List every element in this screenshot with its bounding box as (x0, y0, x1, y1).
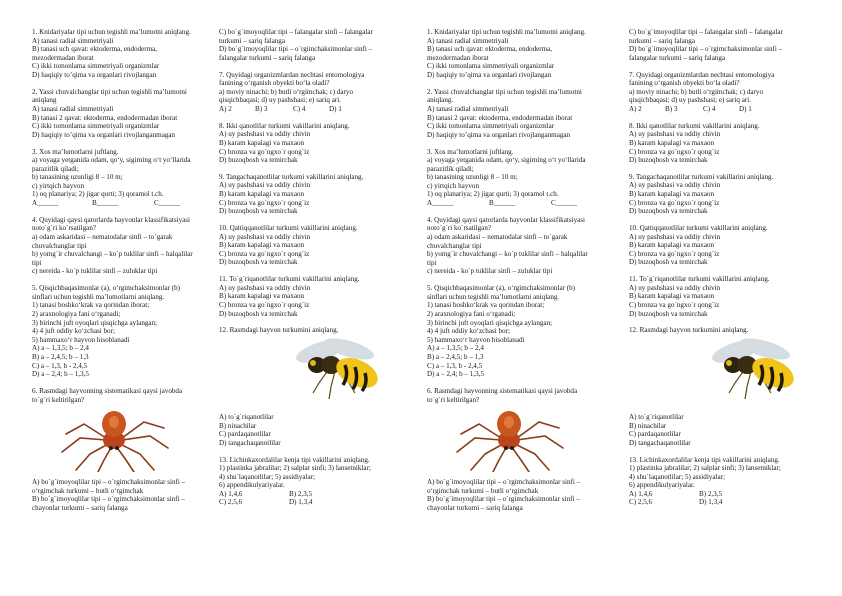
question-text: 4. Quyidagi qaysi qatorlarda hayvonlar klassifikatsiyasi (32, 215, 190, 224)
question-text: 1) plastinka jabralilar; 2) salplar sinfi; 3) lansetniklar; (629, 464, 781, 473)
question-text: 2) araxnologiya fani o‘rganadi; (32, 309, 121, 318)
answer-option: chayonlar turkumi – sariq falanga (427, 503, 523, 512)
question-text: qisqichbaqasi; d) uy pashshasi; e) sariq ari. (629, 96, 751, 105)
question-text: 5. Qisqichbaqasimonlar (a), o‘rgimchaksimonlar (b) (427, 284, 576, 293)
answer-option: a) odam askaridasi – nematodalar sinfi – to`garak (427, 233, 568, 242)
answer-option: C) bronza va go`ngxo`r qong`iz (219, 300, 310, 309)
question-text: 1) oq planariya; 2) jigar qurti; 3) qoramol t.ch. (32, 190, 164, 199)
question-text: 10. Qattiqqanotlilar turkumi vakillarini aniqlang. (219, 224, 358, 233)
answer-option: c) nereida - ko`p tuklilar sinfi – zuluklar tipi (427, 267, 553, 276)
answer-option: A) tanasi radial simmetriyali (32, 36, 114, 45)
answer-option: C) bronza va go`ngxo`r qong`iz (629, 198, 720, 207)
answer-option: D) a – 2,4; b – 1,3,5 (427, 370, 484, 379)
question-text: 1) plastinka jabralilar; 2) salplar sinfi; 3) lansetniklar; (219, 464, 371, 473)
question-text: 12. Rasmdagi hayvon turkumini aniqlang. (629, 326, 749, 335)
right-column-1 (427, 28, 612, 512)
answer-option: D) haqiqiy to’qima va organlari rivojlangan (427, 70, 552, 79)
answer-option: D) tangachaqanotlilar (219, 438, 281, 447)
question-text: c) yirtqich hayvon (32, 181, 85, 190)
question-13 (219, 456, 404, 508)
answer-option: D) a – 2,4; b – 1,3,5 (32, 370, 89, 379)
question-text: 13. Lichinkaxordalilar kenja tipi vakillarini aniqlang. (219, 455, 370, 464)
answer-options-row (629, 105, 814, 114)
question-text: sinflari uchun tegishli ma’lumotlarni aniqlang. (427, 292, 560, 301)
answer-option: D) bo`g`imoyoqlilar tipi – o`rgimchaksimonlar sinfi – (629, 45, 783, 54)
answer-option: A) tanasi radial simmetriyali (427, 104, 509, 113)
answer-option: C) bronza va go`ngxo`r qong`iz (219, 198, 310, 207)
answer-option: c) nereida - ko`p tuklilar sinfi – zuluklar tipi (32, 267, 158, 276)
question-10 (629, 224, 814, 267)
question-text: 8. Ikki qanotlilar turkumi vakillarini aniqlang. (629, 121, 760, 130)
answer-option: mezodermadan iborat (427, 53, 489, 62)
answer-option: B) karam kapalagi va maxaon (629, 190, 715, 199)
question-11 (219, 275, 404, 318)
answer-option: B) ninachilar (219, 421, 257, 430)
answer-option: B) 2,3,5 (699, 489, 723, 498)
answer-option: B) 3 (665, 104, 678, 113)
question-text: to`g`ri keltirilgan? (427, 395, 480, 404)
question-text: 4) shu`laqanotlilar; 5) assidiyalar; (629, 472, 725, 481)
answer-option: C) pardaqanotlilar (629, 430, 681, 439)
answer-option: C) bo`g`imoyoqlilar tipi – falangalar sinfi – falangalar (219, 28, 373, 36)
answer-options-row (629, 490, 814, 499)
answer-option: D) tangachaqanotlilar (629, 438, 691, 447)
question-text: to`g`ri keltirilgan? (32, 395, 85, 404)
question-5 (32, 284, 214, 379)
question-text: 7. Quyidagi organizmlardan nechtasi entomologiya (219, 70, 365, 79)
question-text: 13. Lichinkaxordalilar kenja tipi vakillarini aniqlang. (629, 455, 780, 464)
question-text: 11. To`g`riqanotlilar turkumi vakillarini aniqlang. (219, 275, 360, 284)
answer-option: C) bronza va go`ngxo`r qong`iz (629, 300, 720, 309)
answer-option: D) buzoqbosh va temirchak (219, 309, 298, 318)
question-6-continued (629, 28, 814, 62)
answer-option: D) buzoqbosh va temirchak (219, 207, 298, 216)
question-text: 9. Tangachaqanotlilar turkumi vakillarini aniqlang. (219, 172, 364, 181)
question-6 (32, 387, 214, 513)
answer-option: B) 2,3,5 (289, 489, 313, 498)
answer-option: chayonlar turkumi – sariq falanga (32, 503, 128, 512)
answer-options-row (219, 490, 404, 499)
answer-option: B) karam kapalagi va maxaon (629, 292, 715, 301)
answer-option: B) karam kapalagi va maxaon (219, 241, 305, 250)
answer-option: C) bronza va go`ngxo`r qong`iz (219, 147, 310, 156)
answer-option: tipi (32, 258, 42, 267)
question-text: fanining o‘rganish obyekti bo‘la oladi? (219, 79, 330, 88)
wasp-image (219, 335, 404, 407)
question-9 (629, 173, 814, 216)
question-8 (219, 122, 404, 165)
answer-option: A) uy pashshasi va oddiy chivin (629, 181, 721, 190)
answer-option: B) karam kapalagi va maxaon (219, 190, 305, 199)
answer-option: o‘rgimchak turkumi – butli o‘rgimchak (32, 486, 144, 495)
answer-option: C) ikki tomonlama simmetriyali organizmlar (32, 62, 160, 71)
answer-option: tipi (427, 258, 437, 267)
answer-option: B) karam kapalagi va maxaon (629, 241, 715, 250)
question-text: 4) shu`laqanotlilar; 5) assidiyalar; (219, 472, 315, 481)
question-text: 1. Knidariyalar tipi uchun tegishli ma’lumotni aniqlang. (427, 28, 586, 36)
question-9 (219, 173, 404, 216)
question-text: 10. Qattiqqanotlilar turkumi vakillarini aniqlang. (629, 224, 768, 233)
answer-option: A) uy pashshasi va oddiy chivin (629, 232, 721, 241)
answer-option: turkumi – sariq falanga (219, 36, 285, 45)
question-text: 1) tanasi boshko‘krak va qorindan iborat; (427, 301, 545, 310)
answer-option: b) yomg`ir chuvalchangi – ko`p tuklilar sinfi – halqalilar (427, 250, 588, 259)
answer-option: A) a – 1,3,5; b – 2,4 (32, 344, 89, 353)
question-12 (219, 326, 404, 447)
answer-option: chuvalchanglar tipi (427, 241, 482, 250)
answer-option: B) a – 2,4,5; b – 1,3 (427, 352, 484, 361)
question-text: 7. Quyidagi organizmlardan nechtasi entomologiya (629, 70, 775, 79)
answer-option: C) ikki tomonlama simmetriyali organizmlar (32, 122, 160, 131)
answer-option: B) tanasi uch qavat: ektoderma, endoderma, (32, 45, 158, 54)
answer-option: C) ikki tomonlama simmetriyali organizmlar (427, 122, 555, 131)
question-text: 6) appendikulyariyalar. (219, 481, 285, 490)
question-text: 5) hammaxo‘r hayvon hisoblanadi (427, 335, 525, 344)
question-text: a) voyaga yetganida odam, qo‘y, sigirning o‘t yo‘llarida (32, 156, 191, 165)
question-text: parazitlik qiladi; (32, 164, 79, 173)
question-text: 3) birinchi juft oyoqlari qisqichga aylangan; (32, 318, 158, 327)
answer-option: C) bronza va go`ngxo`r qong`iz (629, 147, 720, 156)
answer-option: B) 3 (255, 104, 268, 113)
answer-option: C) pardaqanotlilar (219, 430, 271, 439)
answer-option: C) 4 (293, 104, 306, 113)
answer-option: D) haqiqiy to’qima va organlari rivojlanganmagan (32, 130, 176, 139)
answer-blanks (32, 199, 214, 208)
answer-option: B) karam kapalagi va maxaon (219, 292, 305, 301)
answer-option: A) bo`g`imoyoqlilar tipi – o`rgimchaksimonlar sinfi – (32, 478, 186, 487)
question-1 (32, 28, 214, 80)
question-text: 6. Rasmdagi hayvonning sistematikasi qaysi javobda (427, 386, 578, 395)
answer-option: a) odam askaridasi – nematodalar sinfi – to`garak (32, 233, 173, 242)
question-text: b) tanasining uzunligi 8 – 10 m; (427, 173, 518, 182)
question-7 (629, 71, 814, 114)
answer-option: A) uy pashshasi va oddiy chivin (629, 130, 721, 139)
answer-option: A) to`g`riqanotlilar (629, 412, 684, 421)
answer-option: D) haqiqiy to’qima va organlari rivojlanganmagan (427, 130, 571, 139)
question-text: 3. Xos ma’lumotlarni juftlang. (427, 147, 514, 156)
question-text: a) moviy ninachi; b) butli o‘rgimchak; c) daryo (219, 87, 354, 96)
answer-option: C) 2,5,6 (219, 498, 243, 507)
question-text: 9. Tangachaqanotlilar turkumi vakillarini aniqlang. (629, 172, 774, 181)
question-7 (219, 71, 404, 114)
left-column-1 (32, 28, 214, 512)
answer-option: D) buzoqbosh va temirchak (219, 156, 298, 165)
answer-option: B) tanasi 2 qavat: ektoderma, endodermadan iborat (427, 113, 573, 122)
answer-option: D) 1,3,4 (699, 498, 723, 507)
answer-option: A) uy pashshasi va oddiy chivin (219, 283, 311, 292)
answer-option: B) karam kapalagi va maxaon (629, 138, 715, 147)
answer-option: B) bo`g`imoyoqlilar tipi – o`rgimchaksimonlar sinfi – (427, 495, 580, 504)
question-3 (32, 148, 214, 208)
question-11 (629, 275, 814, 318)
answer-option: A) 2 (219, 104, 232, 113)
answer-option: C) 2,5,6 (629, 498, 653, 507)
answer-option: B) bo`g`imoyoqlilar tipi – o`rgimchaksimonlar sinfi – (32, 495, 185, 504)
answer-option: D) buzoqbosh va temirchak (629, 156, 708, 165)
answer-option: C) a – 1,3, b - 2,4,5 (32, 361, 88, 370)
answer-option: C) bronza va go`ngxo`r qong`iz (629, 249, 720, 258)
question-text: 11. To`g`riqanotlilar turkumi vakillarini aniqlang. (629, 275, 770, 284)
answer-option: falangalar turkumi – sariq falanga (219, 53, 316, 62)
answer-option: B) karam kapalagi va maxaon (219, 138, 305, 147)
answer-option: D) haqiqiy to’qima va organlari rivojlangan (32, 70, 157, 79)
answer-option: falangalar turkumi – sariq falanga (629, 53, 726, 62)
question-text: 1) tanasi boshko‘krak va qorindan iborat; (32, 301, 150, 310)
answer-option: turkumi – sariq falanga (629, 36, 695, 45)
question-text: qisqichbaqasi; d) uy pashshasi; e) sariq ari. (219, 96, 341, 105)
question-text: aniqlang. (427, 96, 454, 105)
question-text: 3) birinchi juft oyoqlari qisqichga aylangan; (427, 318, 553, 327)
answer-option: A) uy pashshasi va oddiy chivin (219, 130, 311, 139)
question-6 (427, 387, 612, 513)
question-text: 5) hammaxo‘r hayvon hisoblanadi (32, 335, 130, 344)
answer-option: C) 4 (703, 104, 716, 113)
answer-option: D) 1 (739, 104, 752, 113)
question-13 (629, 456, 814, 508)
question-text: 6) appendikulyariyalar. (629, 481, 695, 490)
question-text: sinflari uchun tegishli ma’lumotlarni aniqlang. (32, 292, 165, 301)
answer-option: B) ninachilar (629, 421, 667, 430)
answer-options-row (629, 498, 814, 507)
answer-option: A) uy pashshasi va oddiy chivin (629, 283, 721, 292)
answer-blank: B______ (92, 199, 119, 208)
answer-option: chuvalchanglar tipi (32, 241, 87, 250)
answer-option: C) bronza va go`ngxo`r qong`iz (219, 249, 310, 258)
spider-image (427, 404, 612, 472)
question-text: 8. Ikki qanotlilar turkumi vakillarini aniqlang. (219, 121, 350, 130)
answer-option: A) 1,4,6 (219, 489, 243, 498)
answer-option: C) bo`g`imoyoqlilar tipi – falangalar sinfi – falangalar (629, 28, 783, 36)
question-2 (427, 88, 612, 140)
answer-option: A) uy pashshasi va oddiy chivin (219, 181, 311, 190)
answer-option: C) ikki tomonlama simmetriyali organizmlar (427, 62, 555, 71)
answer-option: D) buzoqbosh va temirchak (219, 258, 298, 267)
answer-option: A) tanasi radial simmetriyali (427, 36, 509, 45)
left-column-2 (219, 28, 404, 515)
question-text: 12. Rasmdagi hayvon turkumini aniqlang. (219, 326, 339, 335)
answer-option: C) a – 1,3, b - 2,4,5 (427, 361, 483, 370)
right-column-2 (629, 28, 814, 515)
answer-option: mezodermadan iborat (32, 53, 94, 62)
question-text: b) tanasining uzunligi 8 – 10 m; (32, 173, 123, 182)
answer-blanks (427, 199, 612, 208)
question-5 (427, 284, 612, 379)
answer-blank: A______ (427, 199, 454, 208)
answer-option: o‘rgimchak turkumi – butli o‘rgimchak (427, 486, 539, 495)
question-4 (32, 216, 214, 276)
answer-option: A) a – 1,3,5; b – 2,4 (427, 344, 484, 353)
answer-blank: A______ (32, 199, 59, 208)
question-text: 4. Quyidagi qaysi qatorlarda hayvonlar klassifikatsiyasi (427, 215, 585, 224)
question-text: a) moviy ninachi; b) butli o‘rgimchak; c) daryo (629, 87, 764, 96)
answer-option: B) tanasi uch qavat: ektoderma, endoderma, (427, 45, 553, 54)
answer-option: D) 1,3,4 (289, 498, 313, 507)
question-text: 5. Qisqichbaqasimonlar (a), o‘rgimchaksimonlar (b) (32, 284, 181, 293)
question-text: 1. Knidariyalar tipi uchun tegishli ma’lumotni aniqlang. (32, 28, 191, 36)
answer-options-row (219, 105, 404, 114)
answer-option: D) 1 (329, 104, 342, 113)
question-text: 3. Xos ma’lumotlarni juftlang. (32, 147, 119, 156)
answer-option: A) tanasi radial simmetriyali (32, 104, 114, 113)
question-1 (427, 28, 612, 80)
answer-option: D) buzoqbosh va temirchak (629, 207, 708, 216)
question-6-continued (219, 28, 404, 62)
question-text: 2. Yassi chuvalchanglar tipi uchun tegishli ma’lumotni (427, 87, 582, 96)
question-text: 4) 4 juft oddiy ko‘zchasi bor; (427, 327, 510, 336)
question-text: a) voyaga yetganida odam, qo‘y, sigirning o‘t yo‘llarida (427, 156, 586, 165)
answer-option: D) buzoqbosh va temirchak (629, 258, 708, 267)
question-8 (629, 122, 814, 165)
answer-option: A) to`g`riqanotlilar (219, 412, 274, 421)
question-text: 1) oq planariya; 2) jigar qurti; 3) qoramol t.ch. (427, 190, 559, 199)
question-text: 2. Yassi chuvalchanglar tipi uchun tegishli ma’lumotni (32, 87, 187, 96)
question-text: 6. Rasmdagi hayvonning sistematikasi qaysi javobda (32, 386, 183, 395)
answer-option: D) buzoqbosh va temirchak (629, 309, 708, 318)
question-text: fanining o‘rganish obyekti bo‘la oladi? (629, 79, 740, 88)
spider-image (32, 404, 214, 472)
answer-option: B) a – 2,4,5; b – 1,3 (32, 352, 89, 361)
question-text: parazitlik qiladi; (427, 164, 474, 173)
question-4 (427, 216, 612, 276)
answer-blank: C______ (551, 199, 578, 208)
wasp-image (629, 335, 814, 407)
question-text: 2) araxnologiya fani o‘rganadi; (427, 309, 516, 318)
question-text: aniqlang (32, 96, 57, 105)
answer-option: A) uy pashshasi va oddiy chivin (219, 232, 311, 241)
question-10 (219, 224, 404, 267)
answer-option: A) 2 (629, 104, 642, 113)
answer-blank: C______ (154, 199, 181, 208)
answer-option: b) yomg`ir chuvalchangi – ko`p tuklilar sinfi – halqalilar (32, 250, 193, 259)
question-text: noto`g`ri ko`rsatilgan? (427, 224, 492, 233)
answer-option: A) bo`g`imoyoqlilar tipi – o`rgimchaksimonlar sinfi – (427, 478, 581, 487)
question-text: noto`g`ri ko`rsatilgan? (32, 224, 97, 233)
answer-options-row (219, 498, 404, 507)
answer-option: D) bo`g`imoyoqlilar tipi – o`rgimchaksimonlar sinfi – (219, 45, 373, 54)
answer-option: B) tanasi 2 qavat: ektoderma, endodermadan iborat (32, 113, 178, 122)
answer-option: A) 1,4,6 (629, 489, 653, 498)
answer-blank: B______ (489, 199, 516, 208)
question-text: c) yirtqich hayvon (427, 181, 480, 190)
question-2 (32, 88, 214, 140)
question-3 (427, 148, 612, 208)
question-text: 4) 4 juft oddiy ko‘zchasi bor; (32, 327, 115, 336)
question-12 (629, 326, 814, 447)
